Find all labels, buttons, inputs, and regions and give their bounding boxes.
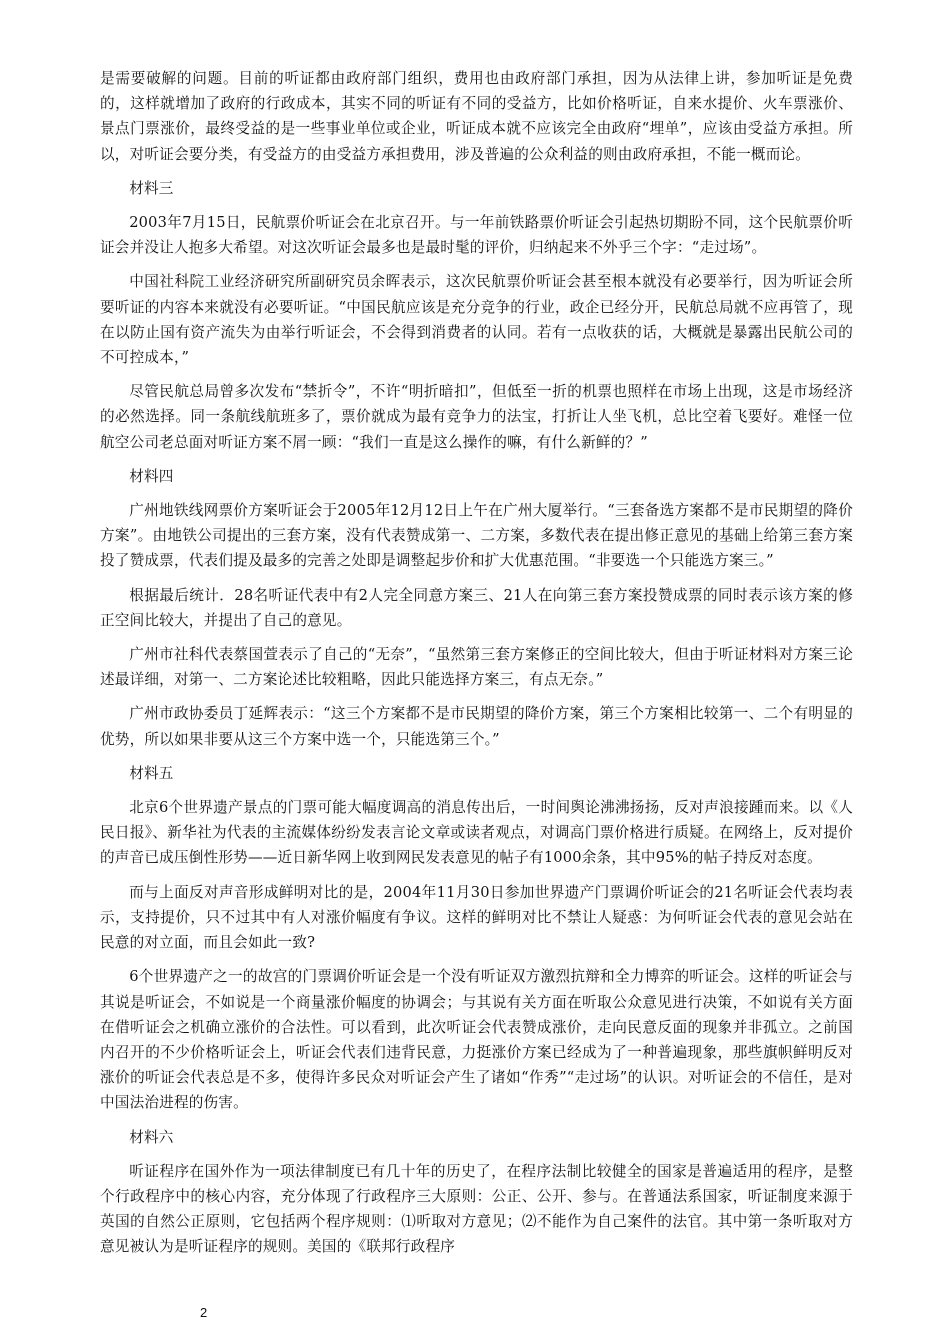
paragraph: 而与上面反对声音形成鲜明对比的是，2004年11月30日参加世界遗产门票调价听证会的21名听证会代表均表示，支持提价，只不过其中有人对涨价幅度有争议。这样的鲜明对比不禁让人疑惑：为何听证会代表的意见会站在民意的对立面，而且会如此一致? — [100, 883, 853, 952]
paragraph: 根据最后统计．28名听证代表中有2人完全同意方案三、21人在向第三套方案投赞成票的同时表示该方案的修正空间比较大，并提出了自己的意见。 — [100, 586, 853, 629]
intro-continuation-paragraph: 是需要破解的问题。目前的听证都由政府部门组织，费用也由政府部门承担，因为从法律上讲，参加听证是免费的，这样就增加了政府的行政成本，其实不同的听证有不同的受益方，比如价格听证，自来水提价、火车票涨价、景点门票涨价，最终受益的是一些事业单位或企业，听证成本就不应该完全由政府“埋单”，应该由受益方承担。所以，对听证会要分类，有受益方的由受益方承担费用，涉及普遍的公众利益的则由政府承担，不能一概而论。 — [100, 70, 853, 163]
section-material-5 — [100, 761, 853, 1116]
paragraph: 6个世界遗产之一的故宫的门票调价听证会是一个没有听证双方激烈抗辩和全力博弈的听证会。这样的听证会与其说是听证会，不如说是一个商量涨价幅度的协调会；与其说有关方面在听取公众意见进行决策，不如说有关方面在借听证会之机确立涨价的合法性。可以看到，此次听证会代表赞成涨价，走向民意反面的现象并非孤立。之前国内召开的不少价格听证会上，听证会代表们违背民意，力挺涨价方案已经成为了一种普遍现象，那些旗帜鲜明反对涨价的听证会代表总是不多，使得许多民众对听证会产生了诸如“作秀”“走过场”的认识。对听证会的不信任，是对中国法治进程的伤害。 — [100, 968, 853, 1112]
paragraph: 听证程序在国外作为一项法律制度已有几十年的历史了，在程序法制比较健全的国家是普遍适用的程序，是整个行政程序中的核心内容，充分体现了行政程序三大原则：公正、公开、参与。在普通法系国家，听证制度来源于英国的自然公正原则，它包括两个程序规则：⑴听取对方意见；⑵不能作为自己案件的法官。其中第一条听取对方意见被认为是听证程序的规则。美国的《联邦行政程序 — [100, 1162, 853, 1256]
page-number: 2 — [200, 1305, 208, 1320]
section-material-3 — [100, 176, 853, 455]
section-material-6 — [100, 1125, 853, 1260]
section-heading: 材料五 — [129, 764, 174, 782]
section-material-4 — [100, 464, 853, 752]
section-heading: 材料三 — [129, 179, 174, 197]
section-heading: 材料六 — [129, 1128, 174, 1146]
paragraph: 广州市政协委员丁延辉表示：“这三个方案都不是市民期望的降价方案，第三个方案相比较第一、二个有明显的优势，所以如果非要从这三个方案中选一个，只能选第三个。” — [100, 705, 853, 748]
paragraph: 广州地铁线网票价方案听证会于2005年12月12日上午在广州大厦举行。“三套备选方案都不是市民期望的降价方案”。由地铁公司提出的三套方案，没有代表赞成第一、二方案，多数代表在提出修正意见的基础上给第三套方案投了赞成票，代表们提及最多的完善之处即是调整起步价和扩大优惠范围。“非要选一个只能选方案三。” — [100, 502, 853, 570]
paragraph: 2003年7月15日，民航票价听证会在北京召开。与一年前铁路票价听证会引起热切期盼不同，这个民航票价听证会并没让人抱多大希望。对这次听证会最多也是最时髦的评价，归纳起来不外乎三个字：“走过场”。 — [100, 214, 853, 257]
document-page — [100, 66, 853, 1269]
paragraph: 中国社科院工业经济研究所副研究员余晖表示，这次民航票价听证会甚至根本就没有必要举行，因为听证会所要听证的内容本来就没有必要听证。“中国民航应该是充分竞争的行业，政企已经分开，民航总局就不应再管了，现在以防止国有资产流失为由举行听证会，不会得到消费者的认同。若有一点收获的话，大概就是暴露出民航公司的不可控成本，” — [100, 273, 853, 367]
paragraph: 广州市社科代表蔡国萱表示了自己的“无奈”，“虽然第三套方案修正的空间比较大，但由于听证材料对方案三论述最详细，对第一、二方案论述比较粗略，因此只能选择方案三，有点无奈。” — [100, 646, 853, 689]
paragraph: 北京6个世界遗产景点的门票可能大幅度调高的消息传出后，一时间舆论沸沸扬扬，反对声浪接踵而来。以《人民日报》、新华社为代表的主流媒体纷纷发表言论文章或读者观点，对调高门票价格进行质疑。在网络上，反对提价的声音已成压倒性形势——近日新华网上收到网民发表意见的帖子有1000余条，其中95%的帖子持反对态度。 — [100, 799, 853, 867]
paragraph: 尽管民航总局曾多次发布“禁折令”，不许“明折暗扣”，但低至一折的机票也照样在市场上出现，这是市场经济的必然选择。同一条航线航班多了，票价就成为最有竞争力的法宝，打折让人坐飞机，总比空着飞要好。难怪一位航空公司老总面对听证方案不屑一顾：“我们一直是这么操作的嘛，有什么新鲜的？” — [100, 383, 853, 451]
section-heading: 材料四 — [129, 467, 174, 485]
